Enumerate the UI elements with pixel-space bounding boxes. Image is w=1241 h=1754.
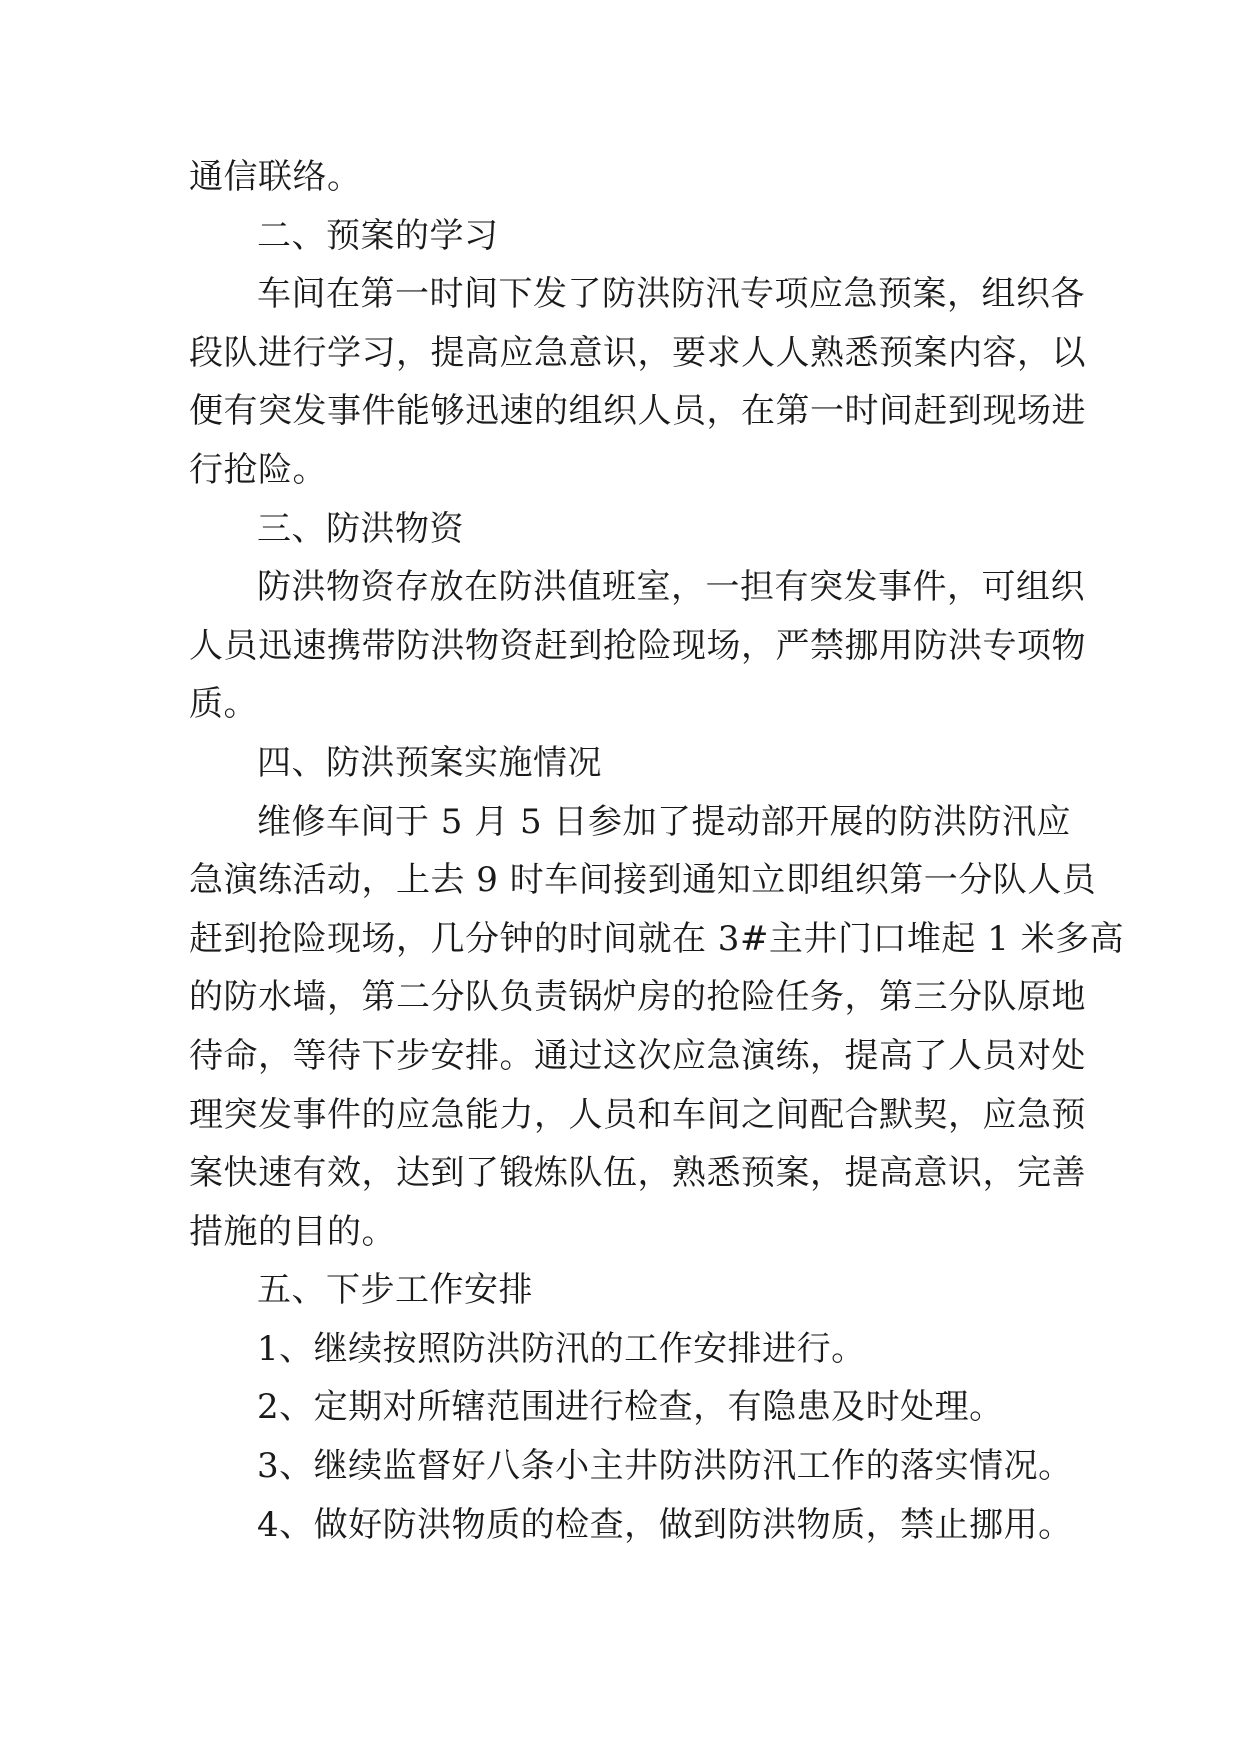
list-item: 1、继续按照防洪防汛的工作安排进行。 [257,1328,866,1369]
text-line: 理突发事件的应急能力，人员和车间之间配合默契，应急预 [189,1094,1086,1135]
text-line: 段队进行学习，提高应急意识，要求人人熟悉预案内容，以 [189,332,1086,373]
text-line: 维修车间于 5 月 5 日参加了提动部开展的防洪防汛应 [257,801,1071,842]
text-line: 质。 [189,684,258,725]
text-line: 赶到抢险现场，几分钟的时间就在 3#主井门口堆起 1 米多高 [189,918,1125,959]
text-line: 案快速有效，达到了锻炼队伍，熟悉预案，提高意识，完善 [189,1153,1086,1194]
text-line: 通信联络。 [189,157,362,197]
text-line: 的防水墙，第二分队负责锅炉房的抢险任务，第三分队原地 [189,977,1086,1018]
text-line: 车间在第一时间下发了防洪防汛专项应急预案，组织各 [257,274,1085,315]
text-line: 急演练活动，上去 9 时车间接到通知立即组织第一分队人员 [189,860,1097,901]
text-line: 防洪物资存放在防洪值班室，一担有突发事件，可组织 [257,567,1085,608]
section-heading: 三、防洪物资 [257,508,464,549]
text-line: 措施的目的。 [189,1211,396,1252]
section-heading: 四、防洪预案实施情况 [257,742,602,783]
section-heading: 二、预案的学习 [257,215,499,256]
text-line: 人员迅速携带防洪物资赶到抢险现场，严禁挪用防洪专项物 [189,625,1086,666]
text-line: 行抢险。 [189,449,327,490]
section-heading: 五、下步工作安排 [257,1270,533,1311]
document-page [189,148,1125,1554]
text-line: 待命，等待下步安排。通过这次应急演练，提高了人员对处 [189,1035,1086,1076]
list-item: 3、继续监督好八条小主井防洪防汛工作的落实情况。 [257,1446,1073,1487]
list-item: 2、定期对所辖范围进行检查，有隐患及时处理。 [257,1387,1004,1428]
list-item: 4、做好防洪物质的检查，做到防洪物质，禁止挪用。 [257,1504,1073,1545]
text-line: 便有突发事件能够迅速的组织人员，在第一时间赶到现场进 [189,391,1086,432]
